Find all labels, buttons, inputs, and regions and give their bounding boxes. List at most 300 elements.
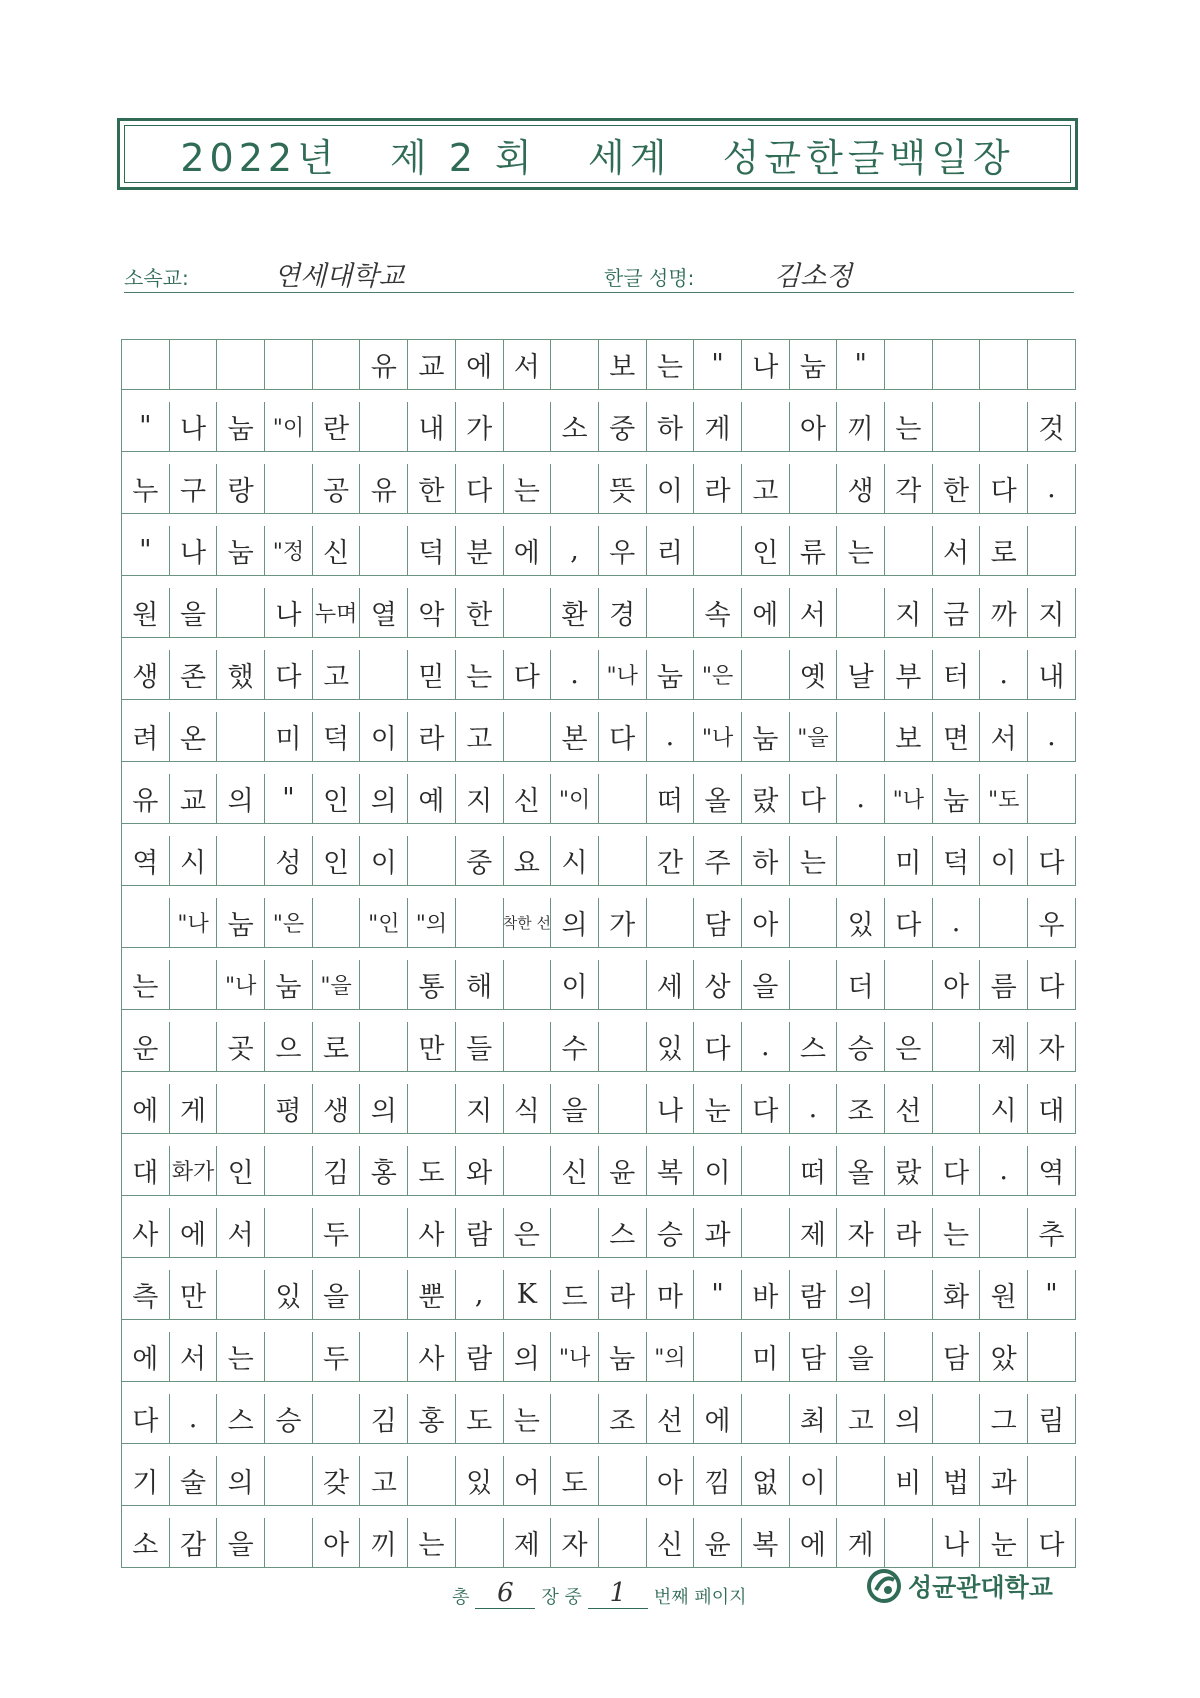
manuscript-cell <box>885 340 933 390</box>
manuscript-cell <box>694 526 742 576</box>
manuscript-cell <box>265 1332 313 1382</box>
manuscript-cell: 요 <box>504 836 552 886</box>
manuscript-cell: 생 <box>313 1084 361 1134</box>
manuscript-cell: 시 <box>980 1084 1028 1134</box>
manuscript-cell <box>217 340 265 390</box>
university-name: 성균관대학교 <box>908 1573 1053 1602</box>
manuscript-cell: 고 <box>837 1394 885 1444</box>
title-box <box>117 118 1078 190</box>
manuscript-cell <box>504 588 552 638</box>
manuscript-cell: 에 <box>742 588 790 638</box>
manuscript-cell <box>885 526 933 576</box>
manuscript-row <box>122 650 1076 700</box>
manuscript-cell: 서 <box>790 588 838 638</box>
manuscript-cell: 름 <box>980 960 1028 1010</box>
manuscript-cell: 담 <box>694 898 742 948</box>
manuscript-cell: 선 <box>647 1394 695 1444</box>
manuscript-cell: 제 <box>504 1518 552 1568</box>
manuscript-cell: 했 <box>217 650 265 700</box>
manuscript-cell: 온 <box>170 712 218 762</box>
manuscript-cell: "도 <box>980 774 1028 824</box>
manuscript-cell <box>837 712 885 762</box>
manuscript-cell: " <box>694 1270 742 1320</box>
manuscript-cell: "을 <box>313 960 361 1010</box>
manuscript-cell: 수 <box>551 1022 599 1072</box>
manuscript-cell <box>1028 1332 1076 1382</box>
manuscript-cell: 것 <box>1028 402 1076 452</box>
manuscript-cell: 시 <box>170 836 218 886</box>
manuscript-cell: 을 <box>742 960 790 1010</box>
manuscript-cell: 날 <box>837 650 885 700</box>
manuscript-cell <box>599 1456 647 1506</box>
manuscript-cell <box>742 1146 790 1196</box>
manuscript-cell: 하 <box>647 402 695 452</box>
manuscript-cell: 있 <box>265 1270 313 1320</box>
manuscript-cell <box>790 960 838 1010</box>
manuscript-cell <box>360 526 408 576</box>
manuscript-cell: 제 <box>980 1022 1028 1072</box>
manuscript-cell: 다 <box>790 774 838 824</box>
manuscript-cell <box>1028 1456 1076 1506</box>
manuscript-cell: 있 <box>837 898 885 948</box>
manuscript-cell <box>551 464 599 514</box>
manuscript-cell: 은 <box>885 1022 933 1072</box>
manuscript-cell <box>313 340 361 390</box>
manuscript-cell: 는 <box>504 1394 552 1444</box>
skku-logo-icon <box>866 1568 902 1604</box>
manuscript-cell: 는 <box>504 464 552 514</box>
manuscript-row <box>122 526 1076 576</box>
manuscript-cell: 다 <box>265 650 313 700</box>
manuscript-cell: 라 <box>408 712 456 762</box>
manuscript-cell: 시 <box>551 836 599 886</box>
manuscript-cell: 분 <box>456 526 504 576</box>
manuscript-cell <box>360 1332 408 1382</box>
manuscript-cell: 사 <box>408 1208 456 1258</box>
manuscript-cell: 고 <box>360 1456 408 1506</box>
manuscript-cell: 가 <box>456 402 504 452</box>
manuscript-cell <box>408 1084 456 1134</box>
manuscript-cell: 을 <box>837 1332 885 1382</box>
page-label: 번째 페이지 <box>653 1587 747 1608</box>
manuscript-cell: 생 <box>837 464 885 514</box>
manuscript-cell <box>980 340 1028 390</box>
manuscript-cell: 자 <box>837 1208 885 1258</box>
manuscript-cell: 의 <box>360 774 408 824</box>
manuscript-cell: 각 <box>885 464 933 514</box>
manuscript-cell: 드 <box>551 1270 599 1320</box>
manuscript-cell: 상 <box>694 960 742 1010</box>
manuscript-cell: 람 <box>456 1332 504 1382</box>
manuscript-cell: 대 <box>122 1146 170 1196</box>
manuscript-cell <box>265 1456 313 1506</box>
manuscript-cell: 다 <box>1028 836 1076 886</box>
manuscript-cell: 아 <box>933 960 981 1010</box>
manuscript-cell: 만 <box>170 1270 218 1320</box>
manuscript-cell: 누 <box>122 464 170 514</box>
manuscript-cell: 평 <box>265 1084 313 1134</box>
manuscript-cell: , <box>551 526 599 576</box>
manuscript-cell: 는 <box>122 960 170 1010</box>
manuscript-cell: 떠 <box>790 1146 838 1196</box>
manuscript-cell: 유 <box>360 464 408 514</box>
manuscript-cell: 담 <box>933 1332 981 1382</box>
manuscript-cell: 눈 <box>694 1084 742 1134</box>
sheets-label: 장 중 <box>541 1587 582 1608</box>
manuscript-cell <box>933 1084 981 1134</box>
manuscript-cell <box>742 1394 790 1444</box>
manuscript-cell: 자 <box>1028 1022 1076 1072</box>
manuscript-cell <box>265 464 313 514</box>
manuscript-cell: 을 <box>313 1270 361 1320</box>
manuscript-cell: " <box>837 340 885 390</box>
manuscript-cell: 의 <box>217 774 265 824</box>
manuscript-cell: "나 <box>170 898 218 948</box>
manuscript-cell: 제 <box>790 1208 838 1258</box>
manuscript-cell: 나 <box>265 588 313 638</box>
manuscript-cell: 다 <box>1028 1518 1076 1568</box>
manuscript-cell: 내 <box>1028 650 1076 700</box>
manuscript-cell: 한 <box>456 588 504 638</box>
university-logo <box>866 1568 1053 1604</box>
manuscript-cell <box>980 1208 1028 1258</box>
manuscript-cell: 의 <box>504 1332 552 1382</box>
manuscript-cell: 승 <box>265 1394 313 1444</box>
manuscript-cell: 의 <box>360 1084 408 1134</box>
manuscript-cell: 고 <box>313 650 361 700</box>
manuscript-cell: 비 <box>885 1456 933 1506</box>
manuscript-row <box>122 774 1076 824</box>
manuscript-cell: 없 <box>742 1456 790 1506</box>
manuscript-cell <box>599 1022 647 1072</box>
manuscript-cell: 화 <box>933 1270 981 1320</box>
manuscript-cell <box>408 1456 456 1506</box>
manuscript-cell: 지 <box>456 774 504 824</box>
manuscript-cell: 눔 <box>933 774 981 824</box>
manuscript-cell: 은 <box>504 1208 552 1258</box>
manuscript-cell <box>170 960 218 1010</box>
total-label: 총 <box>452 1587 470 1608</box>
manuscript-cell: 스 <box>790 1022 838 1072</box>
manuscript-cell: 자 <box>551 1518 599 1568</box>
manuscript-cell: 면 <box>933 712 981 762</box>
manuscript-cell: 의 <box>837 1270 885 1320</box>
manuscript-cell: 리 <box>647 526 695 576</box>
manuscript-cell: 게 <box>170 1084 218 1134</box>
manuscript-cell <box>265 1208 313 1258</box>
manuscript-cell: 원 <box>980 1270 1028 1320</box>
manuscript-cell: 림 <box>1028 1394 1076 1444</box>
manuscript-cell: " <box>694 340 742 390</box>
manuscript-cell: 지 <box>1028 588 1076 638</box>
manuscript-cell: 람 <box>456 1208 504 1258</box>
manuscript-cell: 착한 선 <box>504 898 552 948</box>
manuscript-cell <box>408 836 456 886</box>
manuscript-cell <box>504 960 552 1010</box>
manuscript-cell: 류 <box>790 526 838 576</box>
manuscript-cell: 이 <box>360 836 408 886</box>
manuscript-cell: 게 <box>694 402 742 452</box>
page-counter <box>452 1573 747 1609</box>
manuscript-cell: 로 <box>313 1022 361 1072</box>
manuscript-cell: 두 <box>313 1332 361 1382</box>
manuscript-cell: 누며 <box>313 588 361 638</box>
manuscript-cell: 람 <box>790 1270 838 1320</box>
event-title: 2022년 제 2 회 세계 성균한글백일장 <box>180 135 1015 180</box>
manuscript-cell: 마 <box>647 1270 695 1320</box>
manuscript-cell: 부 <box>885 650 933 700</box>
manuscript-cell <box>122 340 170 390</box>
manuscript-cell: 눔 <box>790 340 838 390</box>
manuscript-cell: 려 <box>122 712 170 762</box>
manuscript-cell: 에 <box>456 340 504 390</box>
manuscript-cell: 끼 <box>360 1518 408 1568</box>
manuscript-cell: "은 <box>265 898 313 948</box>
manuscript-cell: 는 <box>408 1518 456 1568</box>
manuscript-row <box>122 1208 1076 1258</box>
manuscript-cell: 세 <box>647 960 695 1010</box>
manuscript-cell: 라 <box>885 1208 933 1258</box>
manuscript-cell: 다 <box>694 1022 742 1072</box>
manuscript-cell: 소 <box>551 402 599 452</box>
manuscript-cell: 갖 <box>313 1456 361 1506</box>
manuscript-row <box>122 1518 1076 1568</box>
manuscript-cell: 한 <box>408 464 456 514</box>
manuscript-cell: "정 <box>265 526 313 576</box>
manuscript-cell: 바 <box>742 1270 790 1320</box>
manuscript-cell: 두 <box>313 1208 361 1258</box>
manuscript-cell: . <box>980 650 1028 700</box>
manuscript-cell <box>837 1456 885 1506</box>
manuscript-cell: 신 <box>313 526 361 576</box>
manuscript-cell <box>170 340 218 390</box>
manuscript-cell: 는 <box>837 526 885 576</box>
manuscript-cell <box>933 1022 981 1072</box>
manuscript-cell: 사 <box>122 1208 170 1258</box>
manuscript-cell: 예 <box>408 774 456 824</box>
manuscript-cell <box>265 1518 313 1568</box>
manuscript-cell: 존 <box>170 650 218 700</box>
manuscript-cell: 는 <box>790 836 838 886</box>
manuscript-cell: . <box>551 650 599 700</box>
manuscript-cell: . <box>837 774 885 824</box>
manuscript-cell: 측 <box>122 1270 170 1320</box>
manuscript-cell: 아 <box>313 1518 361 1568</box>
manuscript-cell: 서 <box>217 1208 265 1258</box>
manuscript-cell: 식 <box>504 1084 552 1134</box>
manuscript-cell: . <box>980 1146 1028 1196</box>
manuscript-cell: 이 <box>551 960 599 1010</box>
manuscript-cell: 서 <box>933 526 981 576</box>
manuscript-cell: 소 <box>122 1518 170 1568</box>
manuscript-cell: 이 <box>980 836 1028 886</box>
manuscript-cell: 경 <box>599 588 647 638</box>
manuscript-cell: 김 <box>360 1394 408 1444</box>
manuscript-cell: 까 <box>980 588 1028 638</box>
manuscript-cell: K <box>504 1270 552 1320</box>
manuscript-cell: 어 <box>504 1456 552 1506</box>
manuscript-row <box>122 402 1076 452</box>
manuscript-cell: 유 <box>122 774 170 824</box>
manuscript-cell: 신 <box>551 1146 599 1196</box>
manuscript-cell: 이 <box>790 1456 838 1506</box>
manuscript-cell: 내 <box>408 402 456 452</box>
manuscript-cell: 는 <box>933 1208 981 1258</box>
manuscript-cell: 아 <box>790 402 838 452</box>
manuscript-cell: 승 <box>837 1022 885 1072</box>
manuscript-cell: 는 <box>647 340 695 390</box>
manuscript-cell: 로 <box>980 526 1028 576</box>
manuscript-row <box>122 1332 1076 1382</box>
manuscript-cell: 았 <box>980 1332 1028 1382</box>
manuscript-row <box>122 1022 1076 1072</box>
school-label: 소속교: <box>124 266 189 290</box>
manuscript-cell <box>504 1146 552 1196</box>
manuscript-cell: 인 <box>313 836 361 886</box>
manuscript-cell: 떠 <box>647 774 695 824</box>
manuscript-cell: 눔 <box>742 712 790 762</box>
manuscript-cell: 나 <box>647 1084 695 1134</box>
manuscript-cell: 에 <box>504 526 552 576</box>
manuscript-cell <box>122 898 170 948</box>
manuscript-cell: 의 <box>885 1394 933 1444</box>
manuscript-cell: 서 <box>504 340 552 390</box>
manuscript-cell: 을 <box>551 1084 599 1134</box>
title-inner-frame <box>124 125 1071 183</box>
manuscript-cell: "의 <box>408 898 456 948</box>
manuscript-row <box>122 898 1076 948</box>
manuscript-cell: 눔 <box>217 402 265 452</box>
manuscript-cell <box>265 1146 313 1196</box>
manuscript-cell: " <box>1028 1270 1076 1320</box>
manuscript-cell: " <box>122 402 170 452</box>
manuscript-cell: 는 <box>217 1332 265 1382</box>
manuscript-cell: 승 <box>647 1208 695 1258</box>
manuscript-cell <box>837 836 885 886</box>
manuscript-cell: 이 <box>694 1146 742 1196</box>
manuscript-cell: "나 <box>885 774 933 824</box>
manuscript-cell: 지 <box>456 1084 504 1134</box>
manuscript-cell: 추 <box>1028 1208 1076 1258</box>
manuscript-cell: . <box>742 1022 790 1072</box>
manuscript-cell <box>360 402 408 452</box>
manuscript-cell: 덕 <box>408 526 456 576</box>
manuscript-row <box>122 960 1076 1010</box>
manuscript-cell: 유 <box>360 340 408 390</box>
manuscript-grid <box>121 339 1076 1568</box>
manuscript-row <box>122 1270 1076 1320</box>
manuscript-cell: 다 <box>980 464 1028 514</box>
manuscript-cell: 통 <box>408 960 456 1010</box>
manuscript-cell <box>217 712 265 762</box>
manuscript-cell: 다 <box>122 1394 170 1444</box>
manuscript-cell: 서 <box>170 1332 218 1382</box>
manuscript-cell: 만 <box>408 1022 456 1072</box>
manuscript-row <box>122 836 1076 886</box>
manuscript-cell: 생 <box>122 650 170 700</box>
manuscript-row <box>122 1084 1076 1134</box>
manuscript-cell: 최 <box>790 1394 838 1444</box>
manuscript-row <box>122 1146 1076 1196</box>
manuscript-cell: 공 <box>313 464 361 514</box>
manuscript-cell <box>313 1394 361 1444</box>
manuscript-cell: 랑 <box>217 464 265 514</box>
manuscript-cell: 들 <box>456 1022 504 1072</box>
manuscript-cell: 환 <box>551 588 599 638</box>
school-value: 연세대학교 <box>274 261 405 292</box>
manuscript-cell: 이 <box>647 464 695 514</box>
manuscript-cell: 옛 <box>790 650 838 700</box>
manuscript-cell: 그 <box>980 1394 1028 1444</box>
manuscript-cell: 눔 <box>265 960 313 1010</box>
manuscript-cell: 주 <box>694 836 742 886</box>
manuscript-cell: 조 <box>599 1394 647 1444</box>
manuscript-cell <box>1028 340 1076 390</box>
manuscript-cell <box>742 1208 790 1258</box>
manuscript-cell: . <box>790 1084 838 1134</box>
manuscript-cell: 미 <box>742 1332 790 1382</box>
manuscript-cell: 역 <box>1028 1146 1076 1196</box>
name-value: 김소정 <box>774 261 853 292</box>
manuscript-cell: 원 <box>122 588 170 638</box>
manuscript-cell: 을 <box>170 588 218 638</box>
manuscript-cell: 낌 <box>694 1456 742 1506</box>
manuscript-cell: 본 <box>551 712 599 762</box>
manuscript-cell: 법 <box>933 1456 981 1506</box>
manuscript-cell: 우 <box>1028 898 1076 948</box>
manuscript-cell: 해 <box>456 960 504 1010</box>
manuscript-cell: 감 <box>170 1518 218 1568</box>
manuscript-cell: "나 <box>217 960 265 1010</box>
manuscript-cell: 미 <box>885 836 933 886</box>
manuscript-cell: 더 <box>837 960 885 1010</box>
manuscript-row <box>122 1456 1076 1506</box>
manuscript-cell: 다 <box>885 898 933 948</box>
manuscript-cell: 지 <box>885 588 933 638</box>
manuscript-cell <box>504 712 552 762</box>
manuscript-cell: 도 <box>408 1146 456 1196</box>
manuscript-cell: 와 <box>456 1146 504 1196</box>
manuscript-cell: 나 <box>933 1518 981 1568</box>
manuscript-cell <box>599 836 647 886</box>
manuscript-cell: 인 <box>313 774 361 824</box>
manuscript-cell: 도 <box>551 1456 599 1506</box>
manuscript-cell: "이 <box>265 402 313 452</box>
manuscript-cell <box>217 588 265 638</box>
manuscript-cell <box>790 898 838 948</box>
manuscript-cell <box>217 1270 265 1320</box>
manuscript-cell: 덕 <box>313 712 361 762</box>
manuscript-cell <box>599 960 647 1010</box>
manuscript-cell <box>551 340 599 390</box>
total-pages-value: 6 <box>475 1578 535 1609</box>
manuscript-cell: 올 <box>694 774 742 824</box>
manuscript-cell: 중 <box>456 836 504 886</box>
manuscript-cell: 도 <box>456 1394 504 1444</box>
manuscript-row <box>122 464 1076 514</box>
manuscript-cell: 는 <box>456 650 504 700</box>
manuscript-cell <box>933 1394 981 1444</box>
current-page-value: 1 <box>588 1578 648 1609</box>
manuscript-cell: 있 <box>456 1456 504 1506</box>
manuscript-cell: 윤 <box>599 1146 647 1196</box>
manuscript-cell: 라 <box>694 464 742 514</box>
manuscript-cell: 운 <box>122 1022 170 1072</box>
manuscript-cell <box>313 898 361 948</box>
manuscript-cell: 이 <box>360 712 408 762</box>
manuscript-cell <box>456 898 504 948</box>
manuscript-cell <box>360 650 408 700</box>
